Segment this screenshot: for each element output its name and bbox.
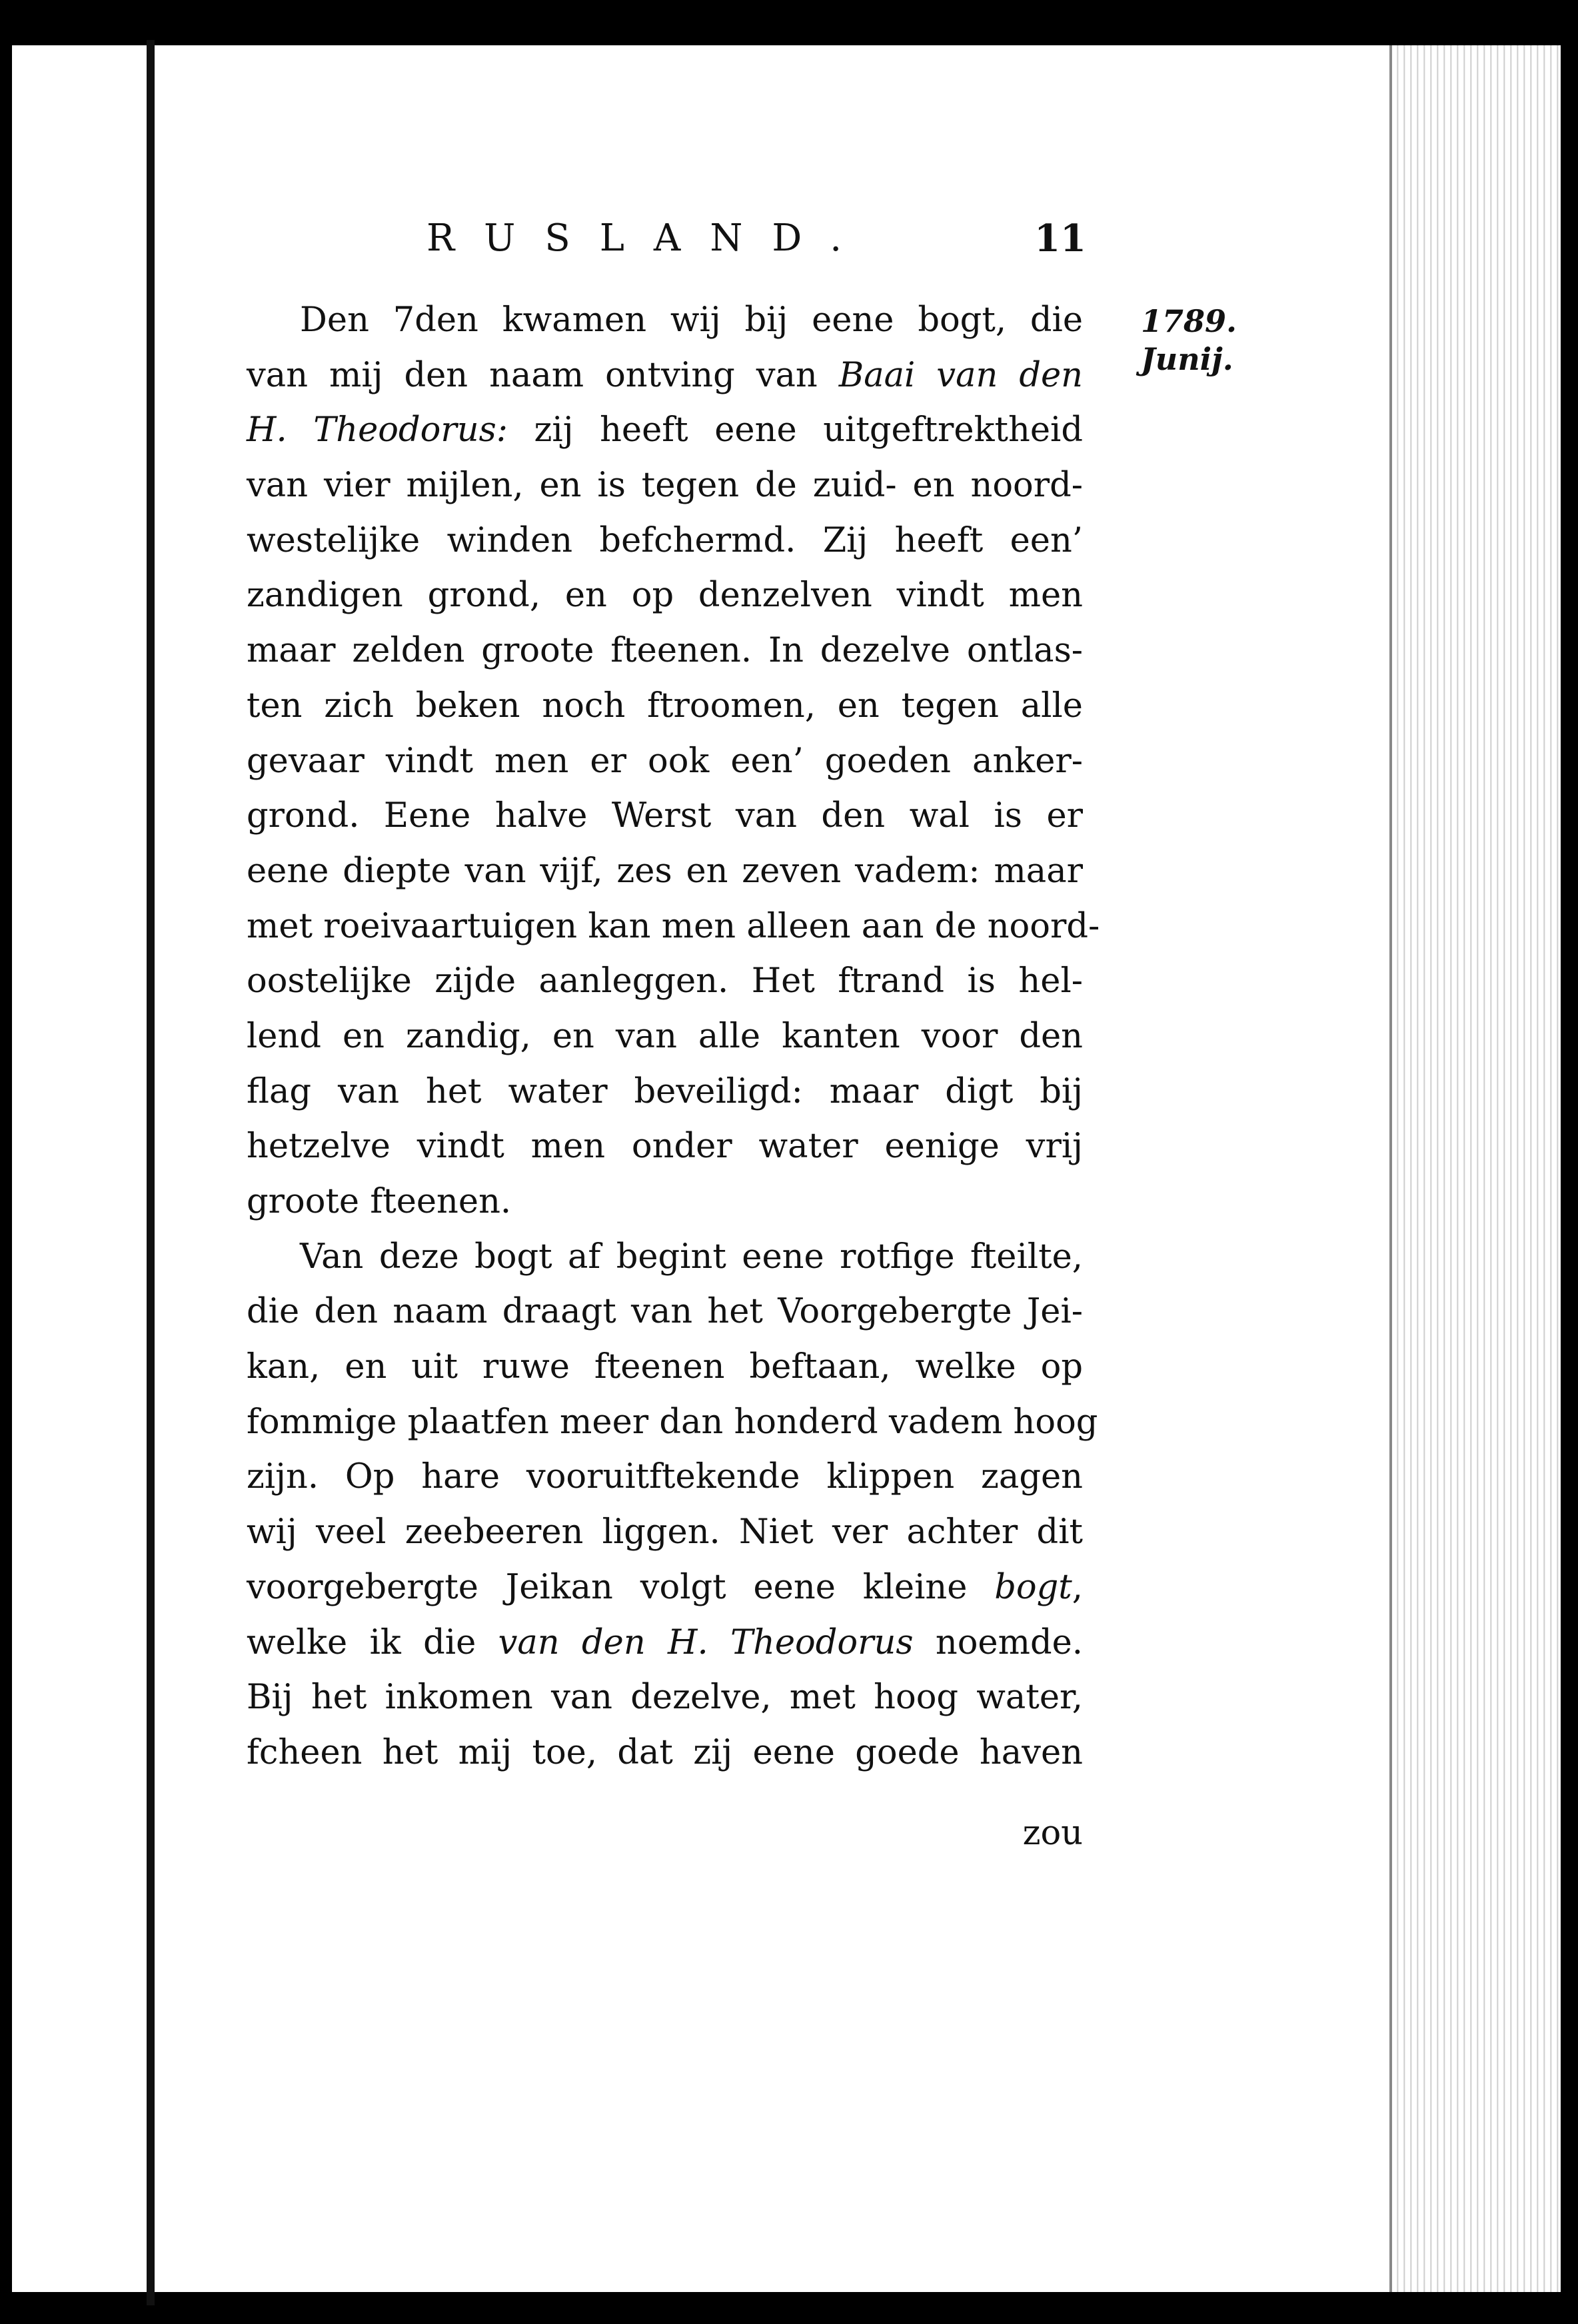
text-segment: zij heeft eene uitgeftrektheid [507, 410, 1083, 450]
book-page-edges [1389, 45, 1578, 2292]
text-segment: Bij het inkomen van dezelve, met hoog water, [247, 1678, 1083, 1718]
text-line [247, 1505, 1083, 1560]
text-segment: wij veel zeebeeren liggen. Niet ver achter dit [247, 1512, 1083, 1552]
text-segment: fommige plaatfen meer dan honderd vadem hoog [247, 1402, 1098, 1442]
text-segment: zandigen grond, en op denzelven vindt men [247, 576, 1083, 616]
running-header: RUSLAND. [426, 217, 872, 260]
text-segment: gevaar vindt men er ook een’ goeden anker- [247, 741, 1083, 781]
text-segment: zijn. Op hare vooruitftekende klippen zagen [247, 1457, 1083, 1497]
text-line [247, 1670, 1083, 1726]
text-line [247, 1726, 1083, 1781]
italic-text-segment: van den H. Theodorus [498, 1622, 914, 1662]
text-segment: die den naam draagt van het Voorgebergte Jei- [247, 1292, 1083, 1332]
book-gutter [147, 40, 155, 2305]
text-segment: van vier mijlen, en is tegen de zuid- en noord- [247, 466, 1083, 506]
text-line [247, 458, 1083, 514]
italic-text-segment: Baai van den [838, 355, 1083, 395]
text-line [247, 514, 1083, 569]
text-line [247, 1230, 1083, 1285]
text-line [247, 789, 1083, 844]
text-segment: grond. Eene halve Werst van den wal is er [247, 796, 1083, 836]
text-segment: noemde. [913, 1622, 1083, 1662]
text-line [247, 568, 1083, 624]
catchword: zou [1022, 1814, 1083, 1853]
text-segment: fcheen het mij toe, dat zij eene goede haven [247, 1732, 1083, 1772]
text-segment: hetzelve vindt men onder water eenige vrij [247, 1127, 1083, 1167]
text-line [247, 1560, 1083, 1616]
text-segment: oostelijke zijde aanleggen. Het ftrand is hel- [247, 961, 1083, 1001]
text-segment: voorgebergte Jeikan volgt eene kleine [247, 1567, 995, 1607]
scan-left-border [0, 0, 12, 2324]
text-line [247, 1340, 1083, 1395]
body-text [247, 293, 1100, 1781]
text-segment: kan, en uit ruwe fteenen beftaan, welke op [247, 1347, 1083, 1387]
text-line [247, 954, 1083, 1009]
text-segment: lend en zandig, en van alle kanten voor den [247, 1016, 1083, 1056]
text-segment: flag van het water beveiligd: maar digt bij [247, 1071, 1083, 1111]
text-line [247, 1450, 1083, 1505]
text-line [247, 679, 1083, 734]
text-line [247, 1065, 1083, 1120]
text-line [247, 734, 1083, 790]
text-segment: welke ik die [247, 1622, 498, 1662]
text-line [247, 1175, 1083, 1230]
text-line [247, 1616, 1083, 1671]
text-segment: westelijke winden befchermd. Zij heeft een’ [247, 520, 1083, 560]
text-segment: Den 7den kwamen wij bij eene bogt, die [300, 300, 1083, 340]
text-line [247, 1395, 1098, 1451]
text-line [247, 293, 1083, 348]
text-segment: , [1072, 1567, 1083, 1607]
text-segment: eene diepte van vijf, zes en zeven vadem: maar [247, 851, 1083, 891]
scan-top-border [0, 0, 1578, 45]
text-line [247, 844, 1083, 899]
text-line [247, 1285, 1083, 1340]
text-line [247, 1009, 1083, 1065]
text-segment: van mij den naam ontving van [247, 355, 839, 395]
text-line [247, 899, 1100, 955]
margin-note-month: Junij. [1141, 341, 1233, 377]
scan-bottom-border [0, 2292, 1578, 2324]
text-segment: groote fteenen. [247, 1182, 512, 1221]
text-line [247, 403, 1083, 458]
text-line [247, 1119, 1083, 1175]
text-segment: ten zich beken noch ftroomen, en tegen alle [247, 686, 1083, 726]
text-segment: met roeivaartuigen kan men alleen aan de noord- [247, 906, 1100, 946]
text-line [247, 624, 1083, 679]
page-number: 11 [1034, 217, 1086, 261]
text-line [247, 348, 1083, 404]
margin-note-year: 1789. [1141, 303, 1237, 339]
text-segment: maar zelden groote fteenen. In dezelve ontlas- [247, 631, 1083, 671]
italic-text-segment: bogt [994, 1567, 1072, 1607]
text-segment: Van deze bogt af begint eene rotfige fteilte, [300, 1237, 1083, 1277]
italic-text-segment: H. Theodorus: [247, 410, 508, 450]
